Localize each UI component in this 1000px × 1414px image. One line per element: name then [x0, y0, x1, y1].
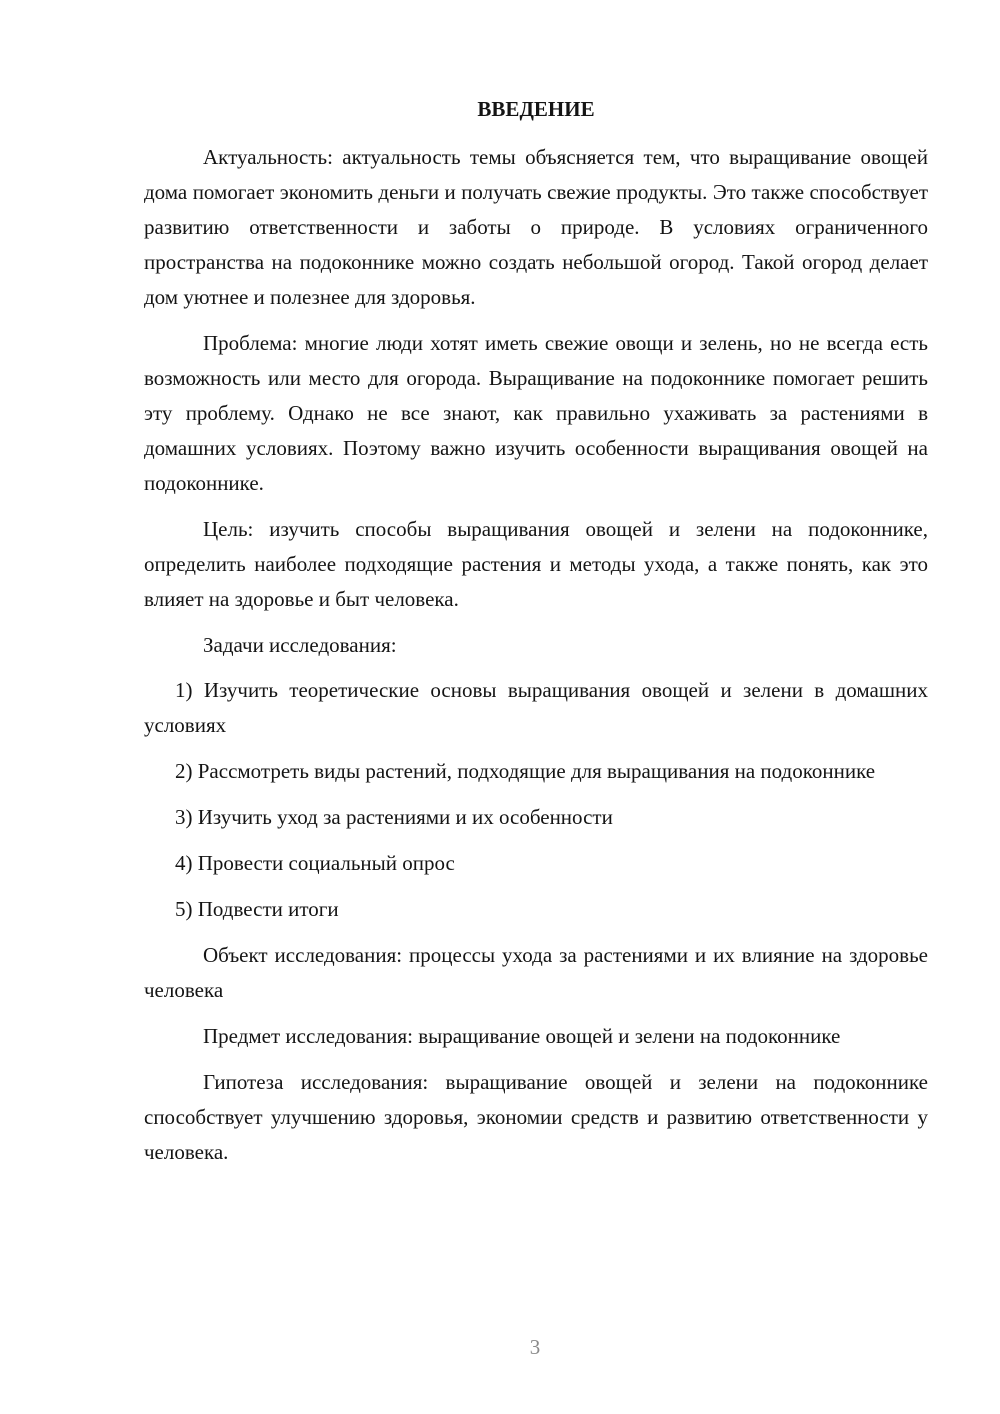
- page-number: 3: [529, 1335, 541, 1359]
- task-item: 3) Изучить уход за растениями и их особенности: [175, 805, 613, 829]
- problem-paragraph: Проблема: многие люди хотят иметь свежие овощи и зелень, но не всегда есть возможность или место для огорода. Выращивание на подоконнике помогает решить эту проблему. Однако не все знают, как правильно ухаживать за растениями в домашних условиях. Поэтому важно изучить особенности выращивания овощей на подоконнике.: [144, 331, 928, 495]
- task-item: 1) Изучить теоретические основы выращивания овощей и зелени в домашних условиях: [144, 678, 928, 737]
- subject-paragraph: Предмет исследования: выращивание овощей и зелени на подоконнике: [203, 1024, 841, 1048]
- page-title: ВВЕДЕНИЕ: [477, 97, 595, 121]
- hypothesis-paragraph: Гипотеза исследования: выращивание овощей и зелени на подоконнике способствует улучшению здоровья, экономии средств и развитию ответственности у человека.: [144, 1070, 928, 1164]
- relevance-paragraph: Актуальность: актуальность темы объясняется тем, что выращивание овощей дома помогает экономить деньги и получать свежие продукты. Это также способствует развитию ответственности и заботы о природе. В условиях ограниченного пространства на подоконнике можно создать небольшой огород. Такой огород делает дом уютнее и полезнее для здоровья.: [144, 145, 928, 309]
- task-item: 4) Провести социальный опрос: [175, 851, 455, 875]
- tasks-heading: Задачи исследования:: [203, 633, 397, 657]
- task-item: 5) Подвести итоги: [175, 897, 339, 921]
- document-body: [144, 92, 928, 1181]
- goal-paragraph: Цель: изучить способы выращивания овощей и зелени на подоконнике, определить наиболее подходящие растения и методы ухода, а также понять, как это влияет на здоровье и быт человека.: [144, 517, 928, 611]
- task-item: 2) Рассмотреть виды растений, подходящие для выращивания на подоконнике: [175, 759, 876, 783]
- object-paragraph: Объект исследования: процессы ухода за растениями и их влияние на здоровье человека: [144, 943, 928, 1002]
- tasks-list: [144, 673, 928, 927]
